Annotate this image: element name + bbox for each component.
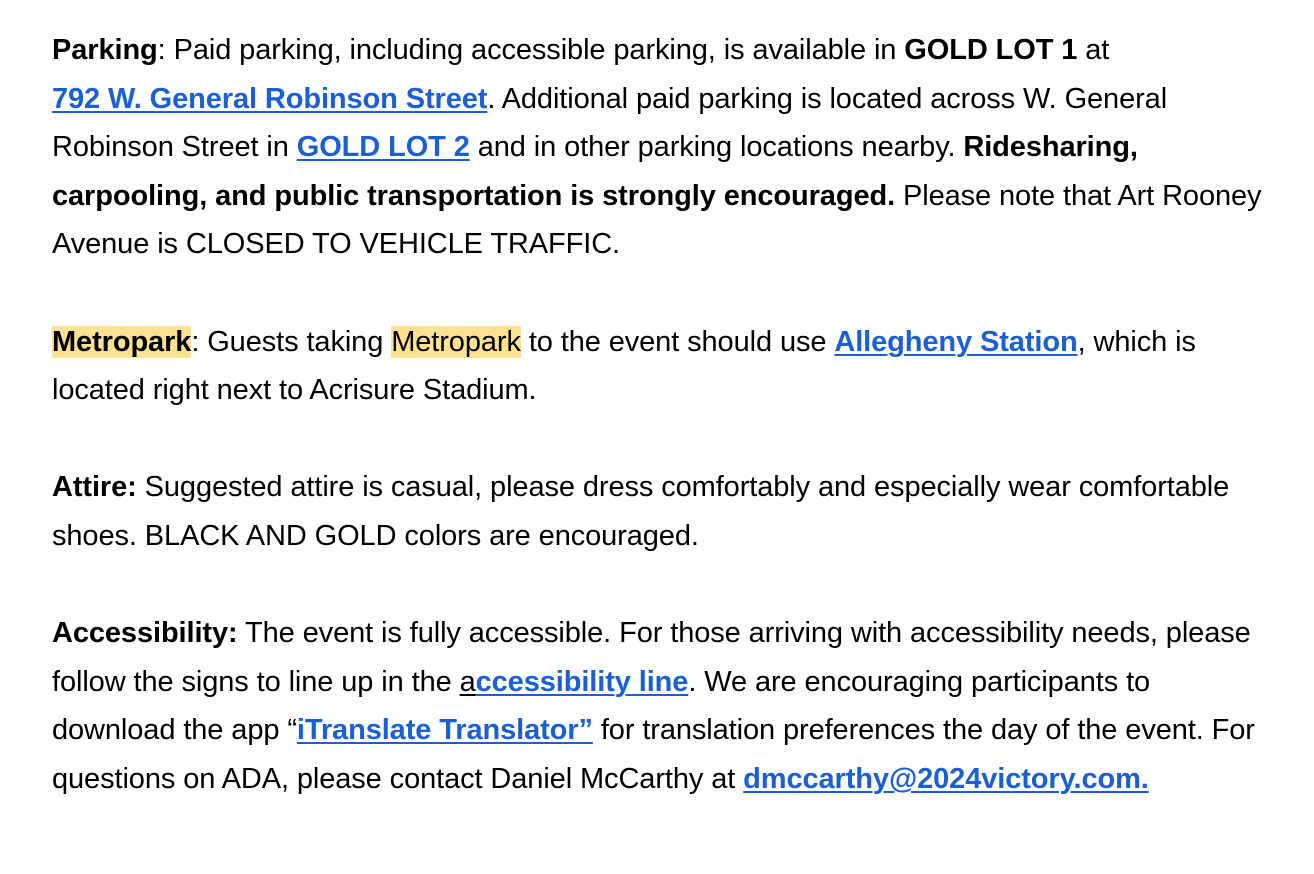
accessibility-heading: Accessibility: (52, 617, 238, 650)
attire-text: Suggested attire is casual, please dress comfortably and especially wear comfortable shoes. BLACK AND GOLD colors are encouraged. (52, 471, 1230, 552)
metropark-text-2: to the event should use (520, 325, 835, 358)
parking-text-1: : Paid parking, including accessible parking, is available in (157, 34, 905, 66)
metropark-heading: Metropark (52, 325, 192, 358)
parking-heading: Parking (52, 34, 158, 66)
accessibility-line-prefix: a (459, 665, 476, 698)
allegheny-station-link[interactable]: Allegheny Station (834, 325, 1078, 358)
gold-lot-1-label: GOLD LOT 1 (904, 34, 1078, 66)
metropark-text-1: : Guests taking (191, 325, 392, 358)
accessibility-text-1: The event is fully accessible. For those arriving with accessibility needs, please follow the signs to line up in the (52, 617, 1251, 698)
accessibility-line-link[interactable]: ccessibility line (475, 665, 689, 698)
parking-text-2: at (1077, 34, 1110, 66)
parking-emphasis: Ridesharing, carpooling, and public transportation is strongly encouraged. (52, 131, 1138, 212)
parking-paragraph (52, 26, 1274, 269)
accessibility-text-2: . We are encouraging participants to download the app “ (52, 665, 1151, 747)
parking-text-5: Please note that Art Rooney Avenue is CLOSED TO VEHICLE TRAFFIC. (52, 179, 1262, 261)
accessibility-paragraph (52, 609, 1274, 803)
attire-paragraph (52, 463, 1274, 560)
email-link[interactable]: dmccarthy@2024victory.com. (743, 762, 1149, 795)
attire-heading: Attire: (52, 471, 137, 504)
accessibility-text-3: for translation preferences the day of the event. For questions on ADA, please contact Daniel McCarthy at (52, 714, 1255, 795)
metropark-text-3: , which is located right next to Acrisure Stadium. (52, 325, 1196, 407)
parking-text-3: . Additional paid parking is located across W. General Robinson Street in (52, 82, 1168, 164)
itranslate-link[interactable]: iTranslate Translator” (296, 714, 593, 747)
address-link[interactable]: 792 W. General Robinson Street (52, 82, 488, 115)
gold-lot-2-link[interactable]: GOLD LOT 2 (296, 131, 470, 164)
metropark-paragraph (52, 318, 1274, 415)
metropark-highlight: Metropark (391, 325, 521, 358)
parking-text-4: and in other parking locations nearby. (469, 131, 964, 164)
